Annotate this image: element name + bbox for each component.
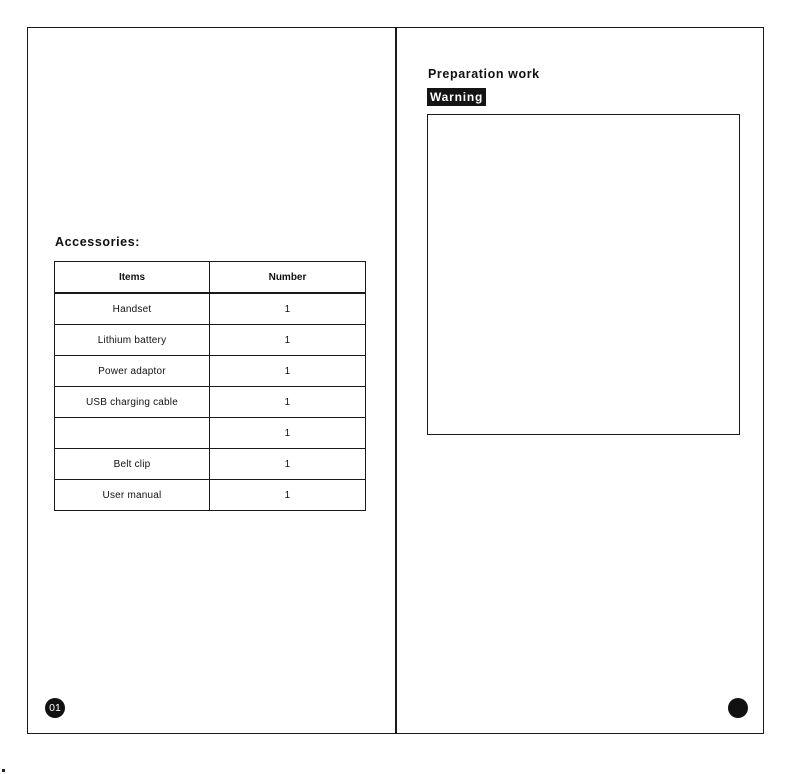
accessories-table <box>54 261 366 511</box>
table-header-row <box>55 262 366 294</box>
item-cell: Power adaptor <box>55 356 210 387</box>
item-cell: Handset <box>55 293 210 325</box>
item-cell <box>55 418 210 449</box>
table-row <box>55 387 366 418</box>
page-divider <box>395 27 397 734</box>
item-cell: Belt clip <box>55 449 210 480</box>
table-row <box>55 480 366 511</box>
right-page-number <box>728 698 748 718</box>
number-cell: 1 <box>210 480 366 511</box>
number-cell: 1 <box>210 449 366 480</box>
table-row <box>55 449 366 480</box>
number-cell: 1 <box>210 325 366 356</box>
item-cell: USB charging cable <box>55 387 210 418</box>
crop-mark <box>2 769 5 772</box>
warning-box <box>427 114 740 435</box>
number-cell: 1 <box>210 387 366 418</box>
table-row <box>55 325 366 356</box>
left-page-number: 01 <box>45 698 65 718</box>
number-cell: 1 <box>210 418 366 449</box>
number-cell: 1 <box>210 293 366 325</box>
accessories-heading: Accessories: <box>55 235 141 249</box>
table-row <box>55 293 366 325</box>
table-row <box>55 418 366 449</box>
items-column-header: Items <box>55 262 210 294</box>
table-row <box>55 356 366 387</box>
warning-badge: Warning <box>427 88 486 106</box>
number-column-header: Number <box>210 262 366 294</box>
preparation-heading: Preparation work <box>428 67 540 81</box>
number-cell: 1 <box>210 356 366 387</box>
item-cell: Lithium battery <box>55 325 210 356</box>
item-cell: User manual <box>55 480 210 511</box>
